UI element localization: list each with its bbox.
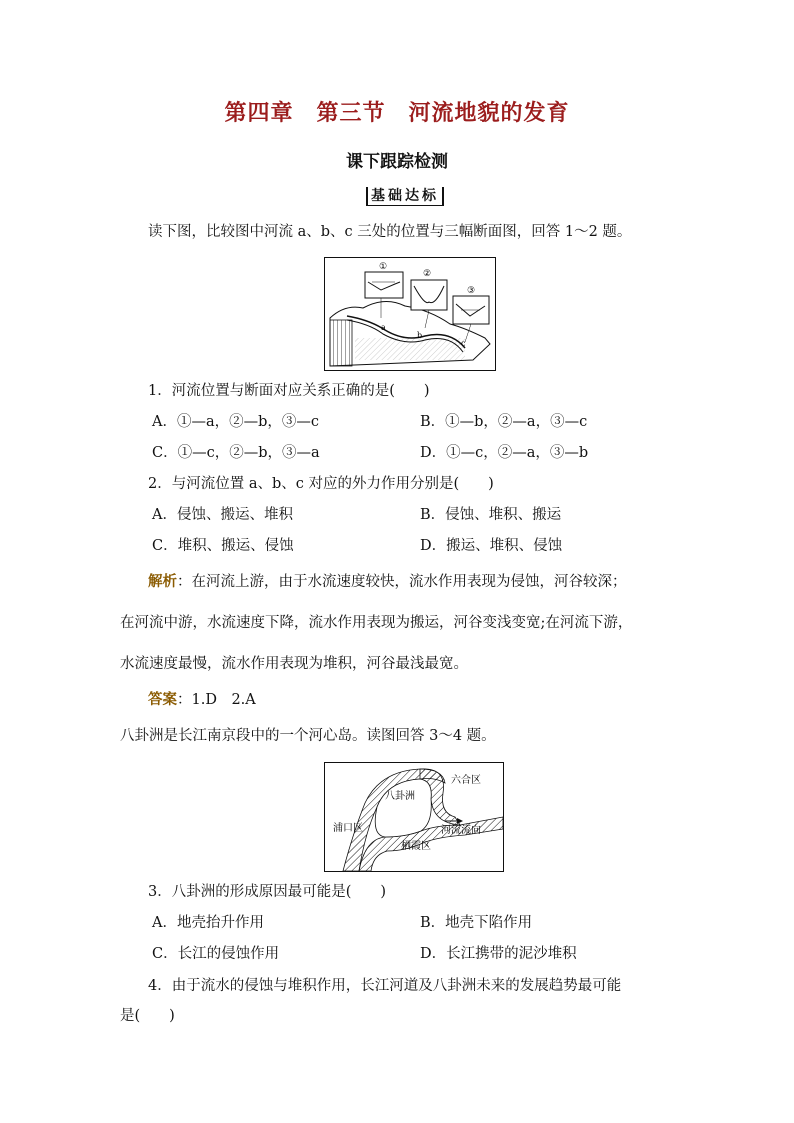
river-point-c: c: [461, 339, 466, 348]
analysis-text-1: ：在河流上游，由于水流速度较快，流水作用表现为侵蚀，河谷较深；: [177, 574, 627, 590]
question-2-option-d: D．搬运、堆积、侵蚀: [420, 538, 563, 554]
question-1-stem: 1．河流位置与断面对应关系正确的是( ): [148, 383, 430, 399]
section-label-3: ③: [467, 286, 476, 296]
question-1-option-d: D．①—c，②—a，③—b: [420, 445, 589, 461]
section-label-2: ②: [423, 269, 432, 279]
map-label-liuhe: 六合区: [451, 775, 481, 786]
question-3-option-c: C．长江的侵蚀作用: [152, 946, 280, 962]
baguazhou-map-figure: [324, 762, 504, 872]
question-2-option-a: A．侵蚀、搬运、堆积: [152, 507, 293, 523]
question-3-option-a: A．地壳抬升作用: [152, 915, 264, 931]
answer-line: [148, 690, 256, 710]
analysis-line-3: 水流速度最慢，流水作用表现为堆积，河谷最浅最宽。: [120, 656, 468, 672]
analysis-line-1: [148, 572, 627, 592]
page-subtitle: 课下跟踪检测: [346, 152, 448, 172]
question-4-stem-continued: 是( ): [120, 1008, 175, 1024]
intro-text-2: 八卦洲是长江南京段中的一个河心岛。读图回答 3～4 题。: [120, 728, 496, 744]
river-profile-figure: [324, 257, 496, 371]
question-1-option-a: A．①—a，②—b，③—c: [152, 414, 320, 430]
question-3-stem: 3．八卦洲的形成原因最可能是( ): [148, 884, 387, 900]
river-point-b: b: [417, 331, 423, 340]
answer-label: 答案: [148, 691, 177, 708]
baguazhou-map: [325, 763, 503, 871]
question-1-option-c: C．①—c，②—b，③—a: [152, 445, 320, 461]
question-1-option-b: B．①—b，②—a，③—c: [420, 414, 588, 430]
analysis-label: 解析: [148, 573, 177, 590]
river-point-a: a: [381, 323, 386, 332]
river-profile-diagram: [325, 258, 495, 370]
question-4-stem: 4．由于流水的侵蚀与堆积作用，长江河道及八卦洲未来的发展趋势最可能: [148, 978, 622, 994]
map-label-pukou: 浦口区: [333, 823, 363, 834]
question-2-stem: 2．与河流位置 a、b、c 对应的外力作用分别是( ): [148, 476, 494, 492]
question-3-option-b: B．地壳下陷作用: [420, 915, 533, 931]
page-title: 第四章 第三节 河流地貌的发育: [224, 100, 570, 126]
intro-text-1: 读下图，比较图中河流 a、b、c 三处的位置与三幅断面图，回答 1～2 题。: [148, 224, 632, 240]
section-badge: 基础达标: [366, 187, 444, 206]
map-label-baguazhou: 八卦洲: [385, 791, 415, 802]
question-3-option-d: D．长江携带的泥沙堆积: [420, 946, 577, 962]
analysis-line-2: 在河流中游，水流速度下降，流水作用表现为搬运，河谷变浅变宽;在河流下游，: [120, 615, 633, 631]
map-label-flow-direction: 河流流向: [441, 825, 481, 836]
section-label-1: ①: [379, 262, 388, 272]
answer-text: ：1.D 2.A: [177, 692, 256, 708]
map-label-qixia: 栖霞区: [401, 841, 431, 852]
question-2-option-c: C．堆积、搬运、侵蚀: [152, 538, 294, 554]
question-2-option-b: B．侵蚀、堆积、搬运: [420, 507, 562, 523]
